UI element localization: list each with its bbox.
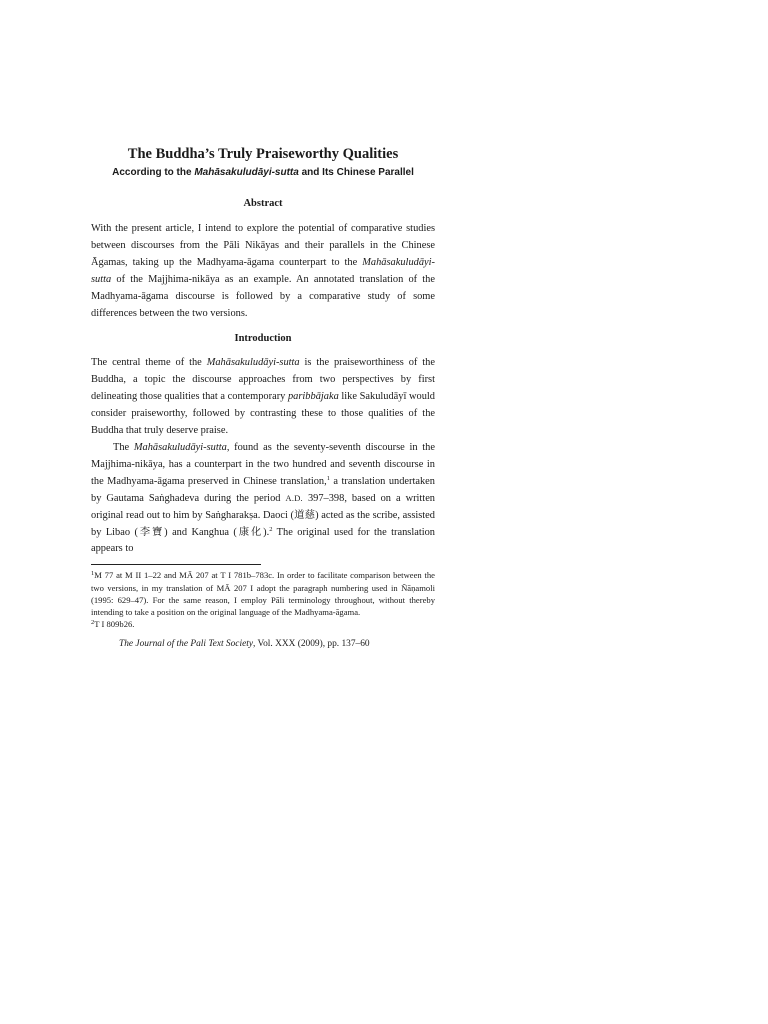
- footnote-1: $^1$M 77 at M II 1–22 and MĀ 207 at T I 781b–783c. In order to facilitate comparison between the two versions, in my translation of MĀ 207 I adopt the paragraph numbering used in Ñāṇamoli (1995: 629–47). For the same reason, I employ Pāli terminology throughout, without thereby intending to take a position on the original language of the Madhyama-āgama.: [91, 570, 435, 617]
- journal-citation: The Journal of the Pali Text Society, Vol. XXX (2009), pp. 137–60: [119, 639, 370, 650]
- article-title: The Buddha’s Truly Praiseworthy Qualities: [127, 146, 399, 162]
- abstract-heading: Abstract: [243, 198, 283, 209]
- footnote-ref-1[interactable]: 1: [326, 474, 330, 482]
- footnote-2: $^2$T I 809b26.: [91, 619, 135, 630]
- footnote-divider: [91, 564, 261, 565]
- introduction-paragraph-2: The Mahāsakuludāyi-sutta, found as the seventy-seventh discourse in the Majjhima-nikāya, has a counterpart in the two hundred and seventh discourse in the Madhyama-āgama preserved in Chinese translation,$^1$ a translation undertaken by Gautama Saṅghadeva during the period A.D. 397–398, based on a written original read out to him by Saṅgharakṣa. Daoci (道慈) acted as the scribe, assisted by Libao (李寶) and Kanghua (康化).$^2$ The original used for the translation appears to: [91, 441, 436, 555]
- footnote-ref-2[interactable]: 2: [269, 525, 273, 533]
- article-subtitle: According to the Mahāsakuludāyi-sutta and Its Chinese Parallel: [112, 167, 414, 178]
- article-page: [91, 144, 435, 651]
- introduction-heading: Introduction: [234, 333, 292, 345]
- introduction-paragraph-1: The central theme of the Mahāsakuludāyi-sutta is the praiseworthiness of the Buddha, a topic the discourse approaches from two perspectives by first delineating those qualities that a contemporary paribbājaka like Sakuludāyī would consider praiseworthy, followed by contrasting these to those qualities of the Buddha that truly deserve praise.: [91, 357, 435, 437]
- abstract-paragraph: With the present article, I intend to explore the potential of comparative studies between discourses from the Pāli Nikāyas and their parallels in the Chinese Āgamas, taking up the Madhyama-āgama counterpart to the Mahāsakuludāyi-sutta of the Majjhima-nikāya as an example. An annotated translation of the Madhyama-āgama discourse is followed by a comparative study of some differences between the two versions.: [91, 223, 435, 319]
